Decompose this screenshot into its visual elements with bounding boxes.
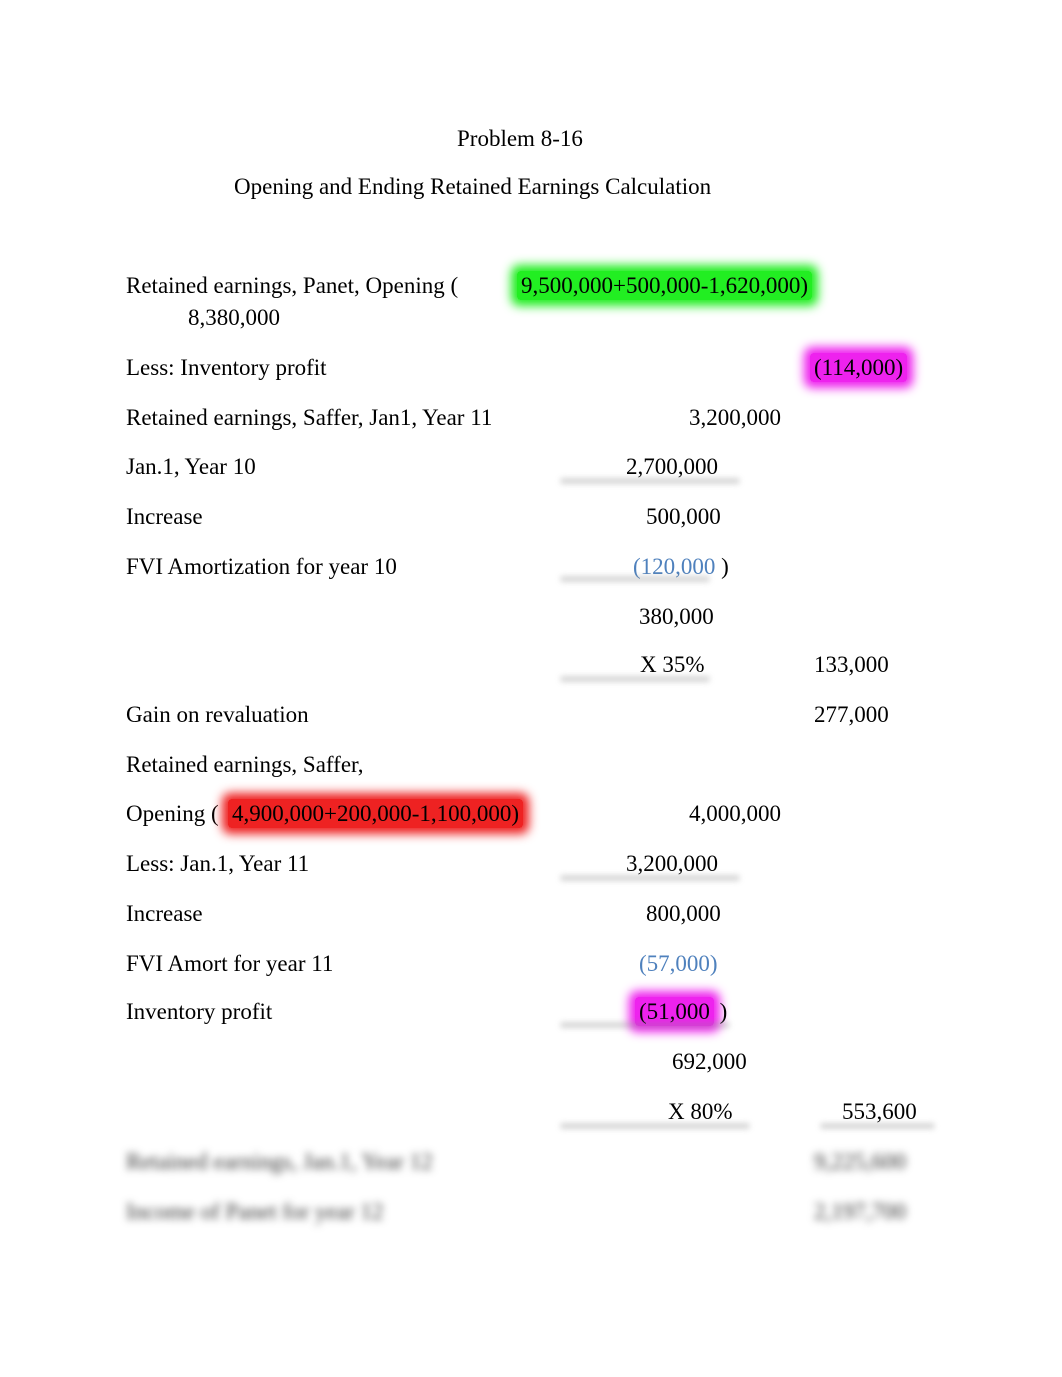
increase-label-2: Increase	[126, 901, 203, 926]
blurred-underline	[820, 1123, 935, 1129]
fvi-year10-value-text: (120,000	[633, 554, 716, 579]
jan1-year10-value: 2,700,000	[626, 454, 718, 479]
inventory-profit-paren: )	[719, 999, 728, 1024]
jan1-year10-label: Jan.1, Year 10	[126, 454, 256, 479]
blurred-row-value-2: 2,197,700	[814, 1199, 906, 1224]
inventory-profit-label-2: Inventory profit	[126, 999, 273, 1024]
saffer-jan1-year11-label: Retained earnings, Saffer, Jan1, Year 11	[126, 405, 493, 430]
subtotal-1: 380,000	[639, 604, 714, 629]
less-jan1-year11-value: 3,200,000	[626, 851, 718, 876]
page-title: Problem 8-16	[457, 126, 583, 151]
increase-label-1: Increase	[126, 504, 203, 529]
gain-revaluation-label: Gain on revaluation	[126, 702, 309, 727]
panet-formula	[517, 272, 812, 300]
blurred-underline	[560, 676, 710, 682]
panet-opening-value: 8,380,000	[188, 305, 280, 330]
saffer-retained-label: Retained earnings, Saffer,	[126, 752, 364, 777]
fvi-year11-value: (57,000)	[639, 951, 718, 976]
opening-formula	[228, 800, 523, 828]
blurred-row-label-2: Income of Panet for year 12	[126, 1199, 384, 1224]
subtotal-2: 692,000	[672, 1049, 747, 1074]
panet-formula-text: 9,500,000+500,000-1,620,000)	[517, 271, 812, 300]
inventory-profit-label: Less: Inventory profit	[126, 355, 327, 380]
blurred-row-value-1: 9,225,600	[814, 1149, 906, 1174]
fvi-year10-label: FVI Amortization for year 10	[126, 554, 397, 579]
opening-label: Opening (	[126, 801, 219, 826]
opening-formula-text: 4,900,000+200,000-1,100,000)	[228, 799, 523, 828]
panet-opening-label: Retained earnings, Panet, Opening (	[126, 273, 459, 298]
multiplier-80-value: 553,600	[842, 1099, 917, 1124]
fvi-year11-label: FVI Amort for year 11	[126, 951, 334, 976]
blurred-underline	[560, 576, 710, 582]
opening-value: 4,000,000	[689, 801, 781, 826]
blurred-row-label-1: Retained earnings, Jan.1, Year 12	[126, 1149, 433, 1174]
inventory-profit-value	[810, 354, 907, 382]
blurred-underline	[560, 1022, 730, 1028]
multiplier-35-value: 133,000	[814, 652, 889, 677]
inventory-profit-value-text: (114,000)	[810, 353, 907, 382]
less-jan1-year11-label: Less: Jan.1, Year 11	[126, 851, 310, 876]
saffer-jan1-year11-value: 3,200,000	[689, 405, 781, 430]
blurred-underline	[560, 1123, 750, 1129]
gain-revaluation-value: 277,000	[814, 702, 889, 727]
blurred-underline	[560, 875, 740, 881]
multiplier-35: X 35%	[640, 652, 705, 677]
increase-value-1: 500,000	[646, 504, 721, 529]
fvi-year10-paren: )	[721, 554, 729, 579]
increase-value-2: 800,000	[646, 901, 721, 926]
multiplier-80: X 80%	[668, 1099, 733, 1124]
blurred-underline	[560, 478, 740, 484]
page-subtitle: Opening and Ending Retained Earnings Calculation	[234, 174, 712, 199]
inventory-profit-value-2-text: (51,000	[635, 997, 714, 1026]
